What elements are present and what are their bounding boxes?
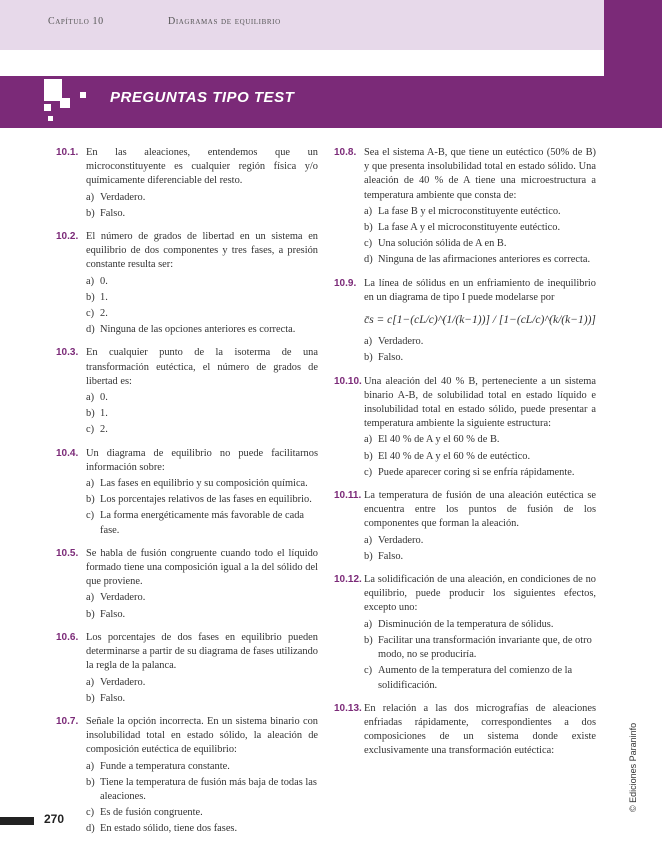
answer-option-text: Tiene la temperatura de fusión más baja de todas las aleaciones. xyxy=(100,776,317,802)
chapter-title: Diagramas de equilibrio xyxy=(168,16,281,27)
question-formula: c̄s = c[1−(cL/c)^(1/(k−1))] / [1−(cL/c)^(k/(k−1))] xyxy=(364,314,596,327)
question-item xyxy=(334,489,596,564)
answer-option-text: Falso. xyxy=(378,550,404,562)
question-text: Señale la opción incorrecta. En un sistema binario con insolubilidad total en estado sólido, la aleación de composición eutéctica de equilibrio: xyxy=(86,715,318,756)
question-number: 10.5. xyxy=(56,547,79,559)
answer-option-letter: a) xyxy=(86,275,95,287)
answer-option-letter: c) xyxy=(364,238,373,250)
answer-option xyxy=(86,291,318,305)
decorative-square-icon xyxy=(44,104,51,111)
answer-option-letter: b) xyxy=(364,450,373,462)
answer-option-text: Falso. xyxy=(100,207,126,219)
question-text: Sea el sistema A-B, que tiene un eutéctico (50% de B) y que presenta insolubilidad total en estado sólido. Una aleación de 40 % de A tiene una microestructura a temperatura ambiente que consta de: xyxy=(364,147,596,201)
answer-option xyxy=(364,237,596,251)
question-item xyxy=(334,277,596,366)
answer-option-text: Funde a temperatura constante. xyxy=(100,760,230,772)
answer-option xyxy=(86,391,318,405)
answer-option-text: Es de fusión congruente. xyxy=(100,807,203,819)
question-text: La línea de sólidus en un enfriamiento de inequilibrio en un diagrama de tipo I puede modelarse por xyxy=(364,277,596,303)
answer-option-text: Ninguna de las afirmaciones anteriores es correcta. xyxy=(378,254,591,266)
answer-option xyxy=(86,191,318,205)
answer-option-letter: d) xyxy=(364,254,373,266)
answer-option-letter: c) xyxy=(86,807,95,819)
question-text: La solidificación de una aleación, en condiciones de no equilibrio, puede producir los siguientes efectos, excepto uno: xyxy=(364,574,596,614)
answer-option-letter: b) xyxy=(86,207,95,219)
answer-option xyxy=(364,664,596,692)
question-text: Los porcentajes de dos fases en equilibrio pueden determinarse a partir de su diagrama de fases utilizando la regla de la palanca. xyxy=(86,631,318,672)
answer-option-letter: a) xyxy=(86,191,95,203)
answer-option xyxy=(86,423,318,437)
question-number: 10.3. xyxy=(56,347,79,359)
question-number: 10.2. xyxy=(56,231,79,243)
answer-option-text: Falso. xyxy=(100,692,126,704)
answer-option-text: Ninguna de las opciones anteriores es correcta. xyxy=(100,324,296,336)
answer-option-text: Una solución sólida de A en B. xyxy=(378,238,507,250)
answer-option xyxy=(86,591,318,605)
questions-column-right xyxy=(334,146,596,768)
page-number: 270 xyxy=(44,812,65,826)
answer-option-letter: c) xyxy=(86,424,95,436)
question-number: 10.6. xyxy=(56,631,79,643)
chapter-label: Capítulo 10 xyxy=(48,16,104,27)
answer-option xyxy=(86,608,318,622)
answer-option-letter: c) xyxy=(86,308,95,320)
question-text: Se habla de fusión congruente cuando todo el líquido formado tiene una composición igual a la del sólido del que proviene. xyxy=(86,547,318,588)
question-text: El número de grados de libertad en un sistema en equilibrio de dos componentes y tres fases, a presión constante resulta ser: xyxy=(86,231,318,271)
accent-side-bar xyxy=(604,0,662,128)
answer-option xyxy=(86,776,318,804)
question-item xyxy=(56,547,318,622)
answer-option-text: Aumento de la temperatura del comienzo de la solidificación. xyxy=(378,665,573,691)
answer-option-text: 2. xyxy=(100,424,108,436)
answer-option-text: Verdadero. xyxy=(100,676,146,688)
section-title: PREGUNTAS TIPO TEST xyxy=(110,89,295,106)
question-text: La temperatura de fusión de una aleación eutéctica se encuentra entre los puntos de fusión de los componentes que forman la aleación. xyxy=(364,490,596,530)
answer-option-text: El 40 % de A y el 60 % de eutéctico. xyxy=(378,450,531,462)
answer-option-text: Verdadero. xyxy=(378,534,424,546)
answer-option-text: En estado sólido, tiene dos fases. xyxy=(100,823,238,835)
answer-option-letter: b) xyxy=(86,692,95,704)
question-item xyxy=(56,631,318,706)
answer-option xyxy=(364,351,596,365)
answer-option xyxy=(86,493,318,507)
answer-option-letter: b) xyxy=(86,608,95,620)
question-number: 10.1. xyxy=(56,147,79,158)
answer-option xyxy=(86,806,318,820)
answer-option-text: Las fases en equilibrio y su composición química. xyxy=(100,478,308,490)
page-number-bar xyxy=(0,817,34,825)
question-item xyxy=(334,702,596,759)
answer-option-letter: b) xyxy=(86,776,95,788)
answer-option xyxy=(364,634,596,662)
question-number: 10.12. xyxy=(334,574,362,586)
answer-option xyxy=(86,822,318,836)
question-item xyxy=(334,146,596,268)
answer-option-text: La fase B y el microconstituyente eutéctico. xyxy=(378,205,561,217)
questions-column-left xyxy=(56,146,318,846)
question-text: En cualquier punto de la isoterma de una transformación eutéctica, el número de grados de libertad es: xyxy=(86,347,318,387)
answer-option-letter: d) xyxy=(86,823,95,835)
answer-option xyxy=(86,477,318,491)
answer-option xyxy=(364,534,596,548)
answer-option xyxy=(364,618,596,632)
answer-option xyxy=(86,207,318,221)
question-item xyxy=(334,375,596,480)
answer-option xyxy=(86,692,318,706)
answer-option-text: 2. xyxy=(100,308,108,320)
question-item xyxy=(56,715,318,837)
question-number: 10.7. xyxy=(56,715,79,727)
section-title-band xyxy=(0,76,604,128)
answer-option xyxy=(86,407,318,421)
decorative-square-icon xyxy=(60,98,70,108)
answer-option xyxy=(364,253,596,267)
answer-option-letter: a) xyxy=(86,676,95,688)
answer-option xyxy=(86,275,318,289)
answer-option-text: Verdadero. xyxy=(378,336,424,348)
answer-option-letter: a) xyxy=(86,760,95,772)
question-text: Un diagrama de equilibrio no puede facilitarnos información sobre: xyxy=(86,447,318,473)
answer-option xyxy=(364,450,596,464)
answer-option xyxy=(364,205,596,219)
answer-option-letter: b) xyxy=(86,494,95,506)
answer-option-letter: b) xyxy=(364,352,373,364)
question-number: 10.8. xyxy=(334,147,357,158)
answer-option-letter: a) xyxy=(364,434,373,446)
question-number: 10.13. xyxy=(334,702,362,714)
question-text: Una aleación del 40 % B, perteneciente a un sistema binario A-B, de solubilidad total en estado líquido e insolubilidad total en estado sólido, puede presentar a temperatura ambiente la siguiente estructura: xyxy=(364,375,596,430)
answer-option-text: Verdadero. xyxy=(100,592,146,604)
answer-option-letter: b) xyxy=(86,408,95,420)
answer-option-letter: b) xyxy=(364,222,373,234)
answer-option-letter: c) xyxy=(364,466,373,478)
answer-option-letter: b) xyxy=(364,550,373,562)
question-item xyxy=(56,146,318,221)
answer-option-letter: a) xyxy=(364,534,373,546)
answer-option-text: 1. xyxy=(100,291,108,303)
answer-option xyxy=(364,466,596,480)
answer-option xyxy=(86,676,318,690)
answer-option-text: Puede aparecer coring si se enfría rápidamente. xyxy=(378,466,575,478)
answer-option-text: Los porcentajes relativos de las fases en equilibrio. xyxy=(100,494,312,506)
answer-option-text: Falso. xyxy=(100,608,126,620)
answer-option-letter: b) xyxy=(86,291,95,303)
decorative-square-icon xyxy=(48,116,53,121)
answer-option-letter: a) xyxy=(364,618,373,630)
answer-option-text: Verdadero. xyxy=(100,191,146,203)
answer-option xyxy=(364,433,596,447)
answer-option-letter: a) xyxy=(86,478,95,490)
answer-option-text: Disminución de la temperatura de sólidus. xyxy=(378,618,554,630)
question-item xyxy=(56,447,318,538)
answer-option xyxy=(86,509,318,537)
answer-option-text: 1. xyxy=(100,408,108,420)
question-number: 10.11. xyxy=(334,490,362,502)
question-text: En relación a las dos micrografías de aleaciones enfriadas rápidamente, correspondientes a dos composiciones de un sistema donde existe exclusivamente una transformación eutéctica: xyxy=(364,702,596,757)
answer-option xyxy=(86,323,318,337)
answer-option-text: Falso. xyxy=(378,352,404,364)
decorative-square-icon xyxy=(80,92,86,98)
answer-option-letter: c) xyxy=(86,510,95,522)
answer-option-text: El 40 % de A y el 60 % de B. xyxy=(378,434,500,446)
question-item xyxy=(56,230,318,337)
answer-option xyxy=(86,307,318,321)
answer-option-letter: a) xyxy=(86,392,95,404)
question-item xyxy=(334,573,596,693)
answer-option xyxy=(364,550,596,564)
answer-option-letter: a) xyxy=(86,592,95,604)
answer-option-letter: b) xyxy=(364,634,373,646)
answer-option-letter: a) xyxy=(364,336,373,348)
answer-option xyxy=(364,221,596,235)
answer-option xyxy=(364,335,596,349)
question-number: 10.10. xyxy=(334,375,362,387)
answer-option-letter: c) xyxy=(364,665,373,677)
answer-option-text: 0. xyxy=(100,275,108,287)
header-bar xyxy=(0,0,604,50)
question-item xyxy=(56,346,318,437)
answer-option-text: La forma energéticamente más favorable de cada fase. xyxy=(100,510,305,536)
answer-option-text: La fase A y el microconstituyente eutéctico. xyxy=(378,222,561,234)
answer-option-letter: a) xyxy=(364,205,373,217)
question-number: 10.9. xyxy=(334,277,357,289)
copyright-notice: © Ediciones Paraninfo xyxy=(628,722,638,812)
answer-option-text: Facilitar una transformación invariante que, de otro modo, no se produciría. xyxy=(378,634,592,661)
answer-option-letter: d) xyxy=(86,324,95,336)
question-text: En las aleaciones, entendemos que un microconstituyente es cualquier región física y/o químicamente diferenciable del resto. xyxy=(86,147,318,187)
answer-option xyxy=(86,760,318,774)
question-number: 10.4. xyxy=(56,447,79,459)
answer-option-text: 0. xyxy=(100,392,108,404)
